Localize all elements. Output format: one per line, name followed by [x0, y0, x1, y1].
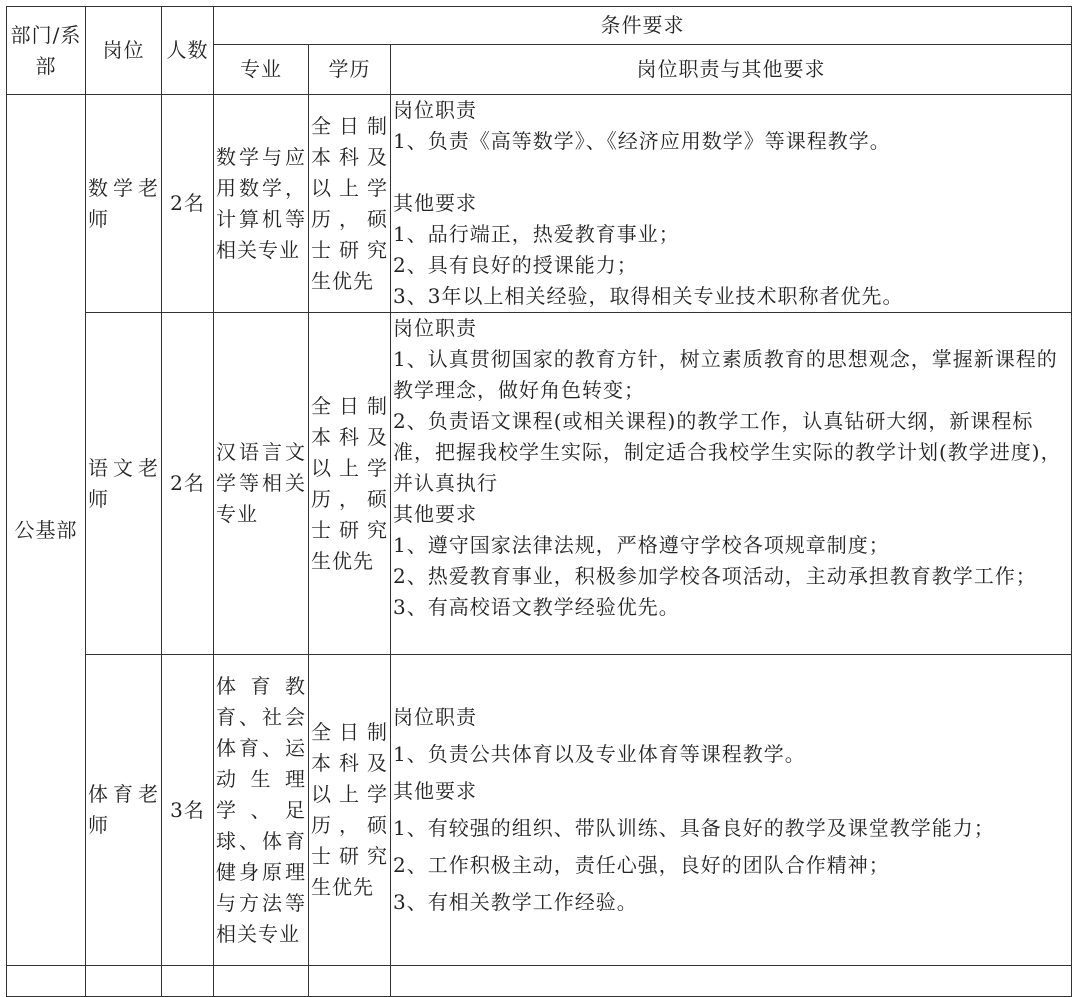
empty-cell: [7, 966, 86, 997]
duties-cell: [391, 313, 1072, 655]
empty-cell: [214, 966, 309, 997]
header-conditions: 条件要求: [214, 7, 1072, 45]
major-cell: 数学与应用数学，计算机等相关专业: [214, 95, 309, 313]
empty-cell: [162, 966, 214, 997]
duty-title: 岗位职责: [393, 316, 477, 340]
empty-cell: [391, 966, 1072, 997]
recruitment-table: [6, 6, 1072, 997]
department-cell: 公基部: [7, 95, 86, 966]
other-title: 其他要求: [393, 191, 477, 215]
major-cell: 汉语言文学等相关专业: [214, 313, 309, 655]
education-cell: 全日制本科及以上学历，硕士研究生优先: [309, 655, 391, 966]
major-cell: 体育教育、社会体育、运动生理学、足球、体育健身原理与方法等相关专业: [214, 655, 309, 966]
empty-cell: [86, 966, 162, 997]
duties-cell: [391, 95, 1072, 313]
table-row-partial: [7, 966, 1072, 997]
other-title: 其他要求: [393, 779, 477, 803]
duty-item: 1、认真贯彻国家的教育方针，树立素质教育的思想观念，掌握新课程的教学理念，做好角色转变；: [393, 347, 1058, 402]
header-duties: 岗位职责与其他要求: [391, 45, 1072, 95]
header-major: 专业: [214, 45, 309, 95]
empty-cell: [309, 966, 391, 997]
table-row: [7, 95, 1072, 313]
duty-title: 岗位职责: [393, 705, 477, 729]
other-item: 1、遵守国家法律法规，严格遵守学校各项规章制度；: [393, 533, 890, 557]
duty-item: 1、负责《高等数学》、《经济应用数学》等课程教学。: [393, 129, 891, 153]
education-cell: 全日制本科及以上学历，硕士研究生优先: [309, 313, 391, 655]
position-cell: 数学老师: [86, 95, 162, 313]
other-item: 3、有相关教学工作经验。: [393, 890, 638, 914]
header-education: 学历: [309, 45, 391, 95]
count-cell: 2名: [162, 95, 214, 313]
duty-item: 2、负责语文课程(或相关课程)的教学工作，认真钻研大纲，新课程标准，把握我校学生实际，制定适合我校学生实际的教学计划(教学进度)，并认真执行: [393, 409, 1062, 495]
education-cell: 全日制本科及以上学历，硕士研究生优先: [309, 95, 391, 313]
position-cell: 语文老师: [86, 313, 162, 655]
other-item: 2、热爱教育事业，积极参加学校各项活动，主动承担教育教学工作；: [393, 564, 1037, 588]
header-dept: 部门/系部: [7, 7, 86, 95]
other-item: 3、有高校语文教学经验优先。: [393, 595, 680, 619]
duty-title: 岗位职责: [393, 98, 477, 122]
table-row: [7, 313, 1072, 655]
other-title: 其他要求: [393, 502, 477, 526]
header-position: 岗位: [86, 7, 162, 95]
other-item: 1、有较强的组织、带队训练、具备良好的教学及课堂教学能力；: [393, 816, 995, 840]
duty-item: 1、负责公共体育以及专业体育等课程教学。: [393, 742, 806, 766]
position-cell: 体育老师: [86, 655, 162, 966]
spacer: [393, 157, 1069, 188]
other-item: 3、3年以上相关经验，取得相关专业技术职称者优先。: [393, 284, 904, 308]
other-item: 1、品行端正，热爱教育事业；: [393, 222, 680, 246]
duties-cell: [391, 655, 1072, 966]
count-cell: 2名: [162, 313, 214, 655]
other-item: 2、具有良好的授课能力；: [393, 253, 638, 277]
count-cell: 3名: [162, 655, 214, 966]
header-count: 人数: [162, 7, 214, 95]
other-item: 2、工作积极主动，责任心强，良好的团队合作精神；: [393, 853, 890, 877]
table-row: [7, 655, 1072, 966]
